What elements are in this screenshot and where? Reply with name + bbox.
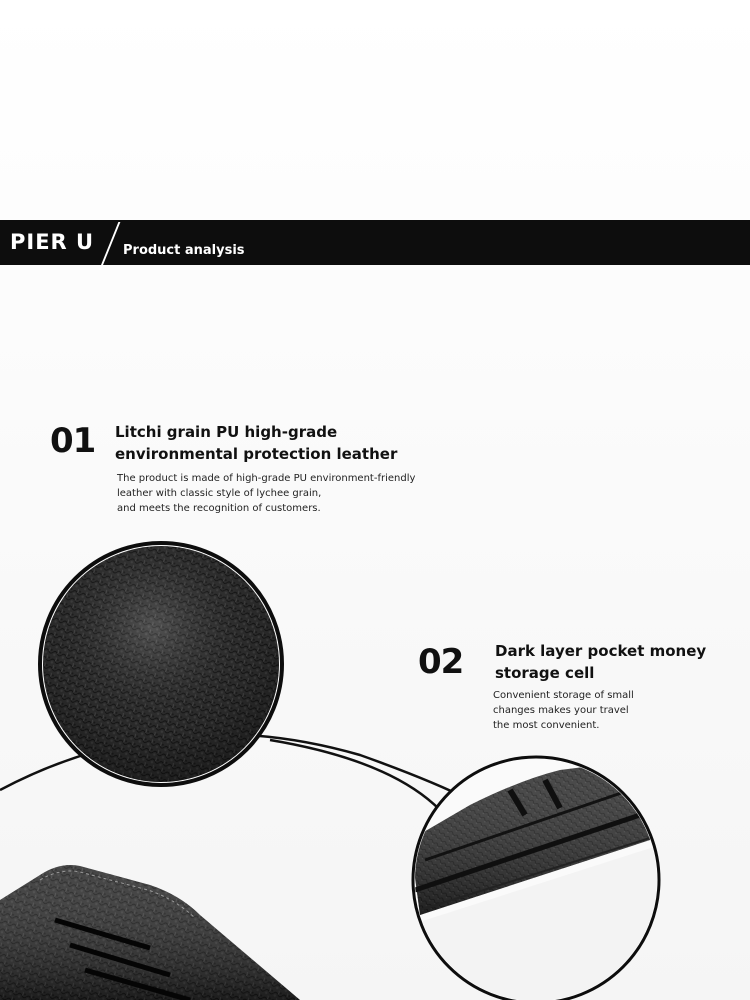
brand-logo-text: PIER U — [10, 230, 95, 254]
section-desc-02-line-3: the most convenient. — [493, 720, 600, 731]
leather-texture-zoom — [40, 540, 290, 790]
section-title-02 — [495, 640, 745, 684]
section-number-01: 01 — [50, 421, 96, 461]
section-desc-01-line-3: and meets the recognition of customers. — [117, 503, 321, 514]
wallet-image — [0, 865, 300, 1000]
section-title-02-line-2: storage cell — [495, 664, 595, 682]
card-slot-zoom — [410, 750, 670, 1000]
section-title-01 — [115, 421, 445, 465]
section-title-01-line-1: Litchi grain PU high-grade — [115, 423, 338, 441]
section-desc-02-line-2: changes makes your travel — [493, 705, 629, 716]
section-desc-02-line-1: Convenient storage of small — [493, 690, 634, 701]
section-number-02: 02 — [418, 642, 464, 682]
section-desc-01-line-2: leather with classic style of lychee grain, — [117, 488, 322, 499]
section-desc-01-line-1: The product is made of high-grade PU environment-friendly — [117, 473, 416, 484]
section-title-01-line-2: environmental protection leather — [115, 445, 398, 463]
section-desc-01 — [117, 471, 497, 516]
section-title-02-line-1: Dark layer pocket money — [495, 642, 707, 660]
banner-subtitle: Product analysis — [123, 243, 245, 258]
section-desc-02 — [493, 688, 733, 733]
